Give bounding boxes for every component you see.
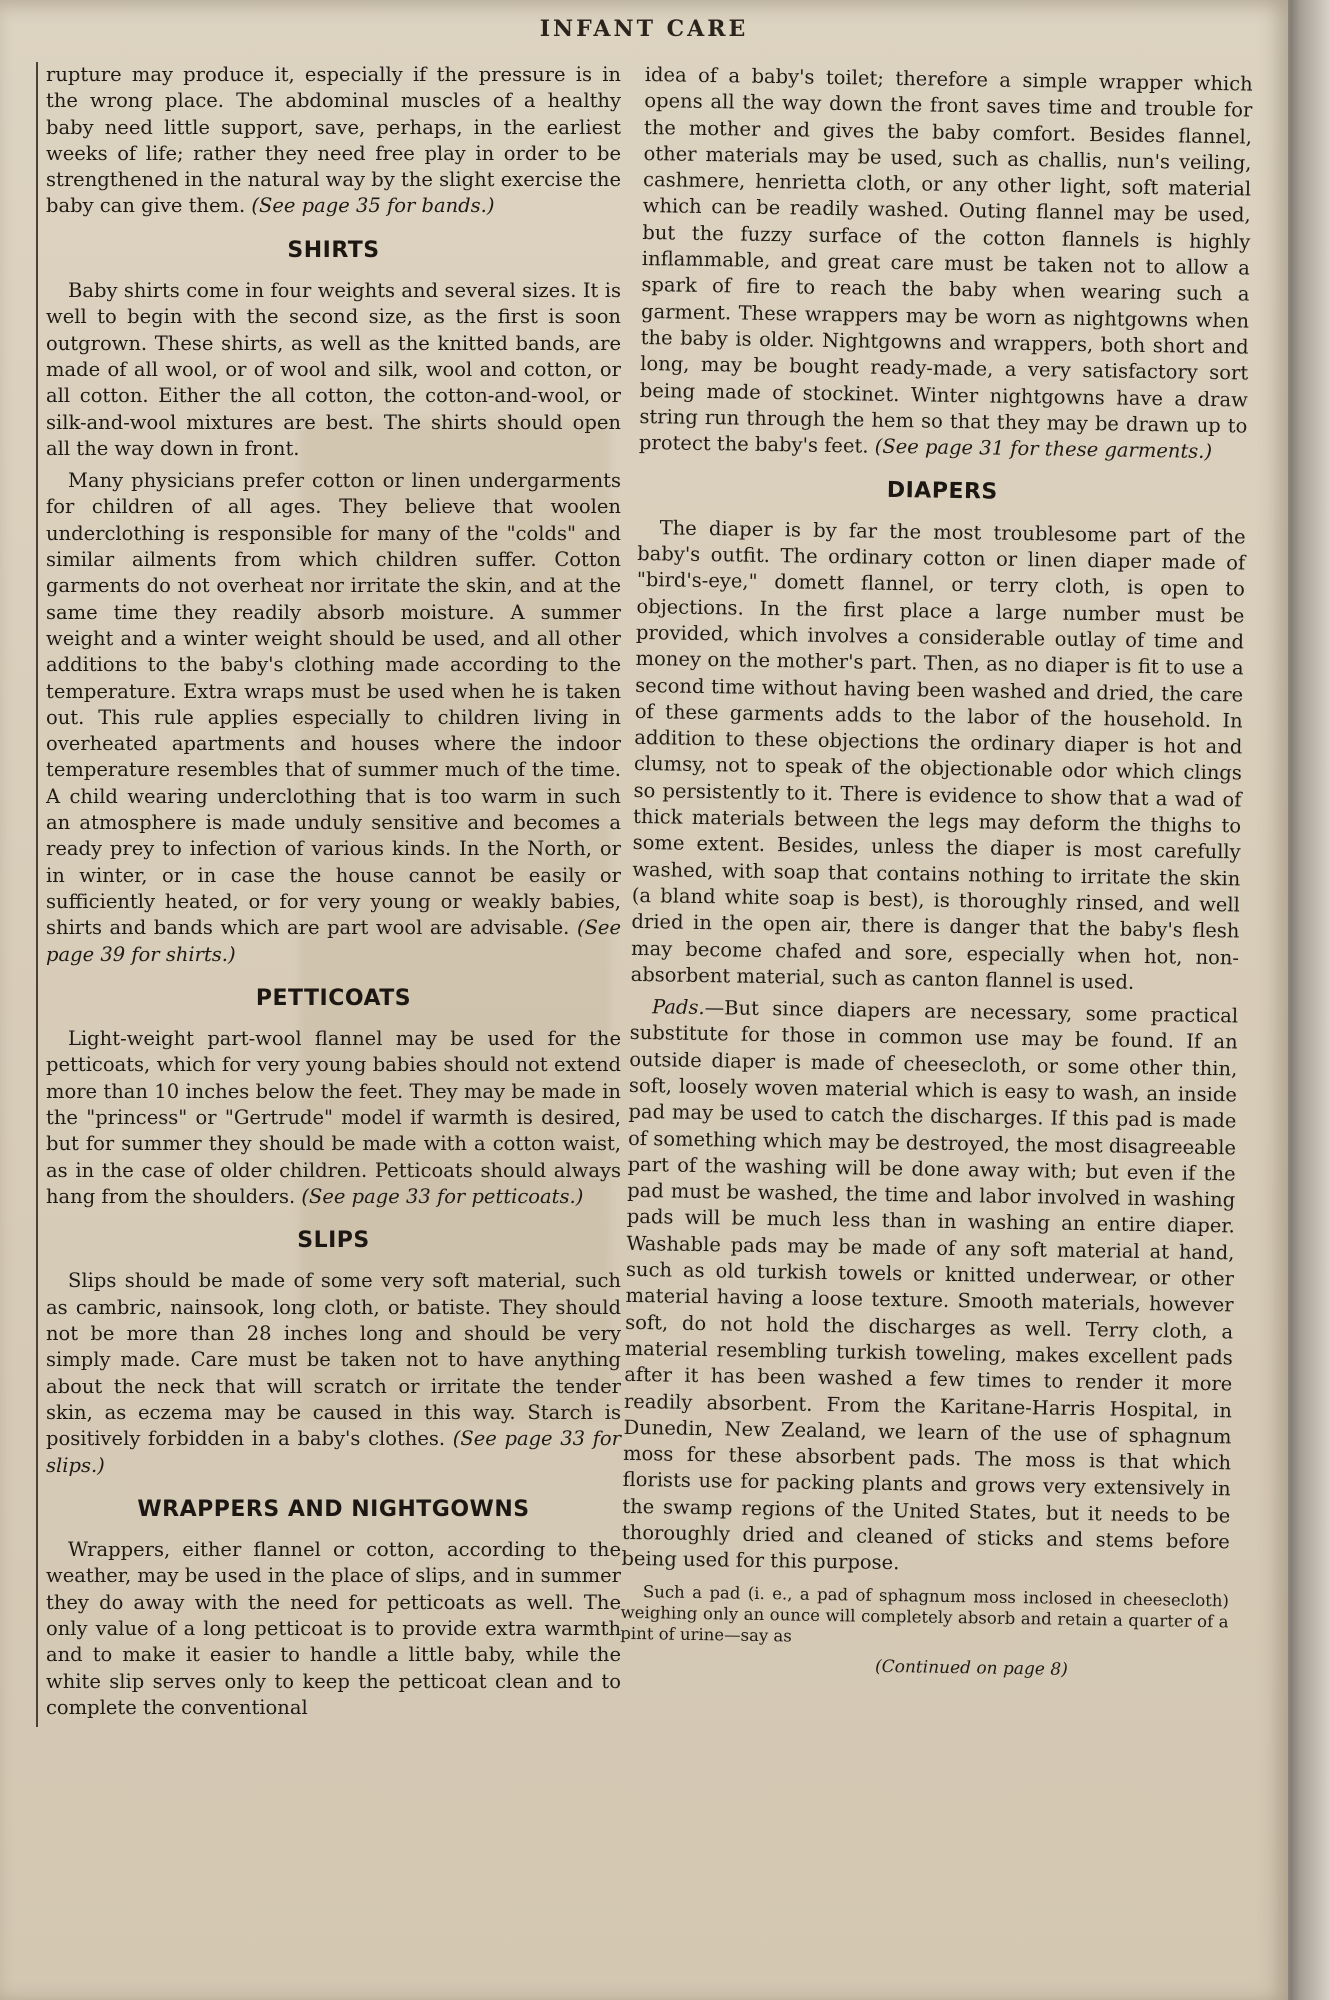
intro-text: rupture may produce it, especially if the pressure is in the wrong place. The abdominal muscles of a healthy baby need little support, save, perhaps, in the earliest weeks of life; rather they need free play in order to be strengthened in the natural way by the slight exercise the baby can give them. [46, 63, 621, 218]
petticoats-text: Light-weight part-wool flannel may be used for the petticoats, which for very young babies should not extend more than 10 inches below the feet. They may be made in the "princess" or "Gertrude" model if warmth is desired, but for summer they should be made with a cotton waist, as in the case of older children. Petticoats should always hang from the shoulders. [46, 1027, 621, 1208]
intro-cross-reference: (See page 35 for bands.) [251, 194, 495, 218]
pads-lead: Pads. [651, 995, 705, 1020]
running-header: INFANT CARE [539, 16, 749, 42]
wrappers-heading: WRAPPERS AND NIGHTGOWNS [137, 1496, 530, 1522]
slips-cross-reference: (See page 33 for slips.) [46, 1427, 621, 1477]
wrappers-paragraph: Wrappers, either flannel or cotton, according to the weather, may be used in the place of slips, and in summer they do away with the need for petticoats as well. The only value of a long petticoat is to provide extra warmth and to make it easier to handle a little baby, while the white slip serves only to keep the petticoat clean and to complete the conventional [46, 1538, 621, 1719]
sphagnum-note: Such a pad (i. e., a pad of sphagnum moss inclosed in cheesecloth) weighing only an ounce will completely absorb and retain a quarter of a pint of urine—say as [620, 1581, 1230, 1646]
diapers-heading: DIAPERS [886, 478, 998, 506]
petticoats-cross-reference: (See page 33 for petticoats.) [301, 1184, 584, 1208]
right-column [620, 62, 1253, 1691]
shirts-paragraph-1: Baby shirts come in four weights and several sizes. It is well to begin with the second size, as the first is soon outgrown. These shirts, as well as the knitted bands, are made of all wool, or of wool and silk, wool and cotton, or all cotton. Either the all cotton, the cotton-and-wool, or silk-and-wool mixtures are best. The shirts should open all the way down in front. [46, 279, 621, 460]
shirts-heading: SHIRTS [287, 237, 380, 263]
pads-text: —But since diapers are necessary, some practical substitute for those in common use may be found. If an outside diaper is made of cheesecloth, or some other thin, soft, loosely woven material which is easy to wash, an inside pad may be used to catch the discharges. If this pad is made of something which may be destroyed, the most disagreeable part of the washing will be done away with; but even if the pad must be washed, the time and labor involved in washing pads will be much less than in washing an entire diaper. Washable pads may be made of any soft material at hand, such as old turkish towels or knitted underwear, or other material having a loose texture. Smooth materials, however soft, do not hold the discharges as well. Terry cloth, a material resembling turkish toweling, makes excellent pads after it has been washed a few times to render it more readily absorbent. From the Karitane-Harris Hospital, in Dunedin, New Zealand, we learn of the use of sphagnum moss for these absorbent pads. The moss is that which florists use for packing plants and grows very extensively in the swamp regions of the United States, but it needs to be thoroughly dried and cleaned of sticks and stems before being used for this purpose. [621, 996, 1239, 1575]
wrappers-continued-text: idea of a baby's toilet; therefore a simple wrapper which opens all the way down the front saves time and trouble for the mother and gives the baby comfort. Besides flannel, other materials may be used, such as challis, nun's veiling, cashmere, henrietta cloth, or any other light, soft material which can be readily washed. Outing flannel may be used, but the fuzzy surface of the cotton flannels is highly inflammable, and great care must be taken not to allow a spark of fire to reach the baby when wearing such a garment. These wrappers may be worn as nightgowns when the baby is older. Nightgowns and wrappers, both short and long, may be bought ready-made, a very satisfactory sort being made of stockinet. Winter nightgowns have a draw string run through the hem so that they may be drawn up to protect the baby's feet. [638, 62, 1253, 458]
slips-text: Slips should be made of some very soft material, such as cambric, nainsook, long cloth, or batiste. They should not be more than 28 inches long and should be very simply made. Care must be taken not to have anything about the neck that will scratch or irritate the tender skin, as eczema may be caused in this way. Starch is positively forbidden in a baby's clothes. [46, 1269, 621, 1451]
diapers-paragraph-1: The diaper is by far the most troublesome part of the baby's outfit. The ordinary cotton or linen diaper made of "bird's-eye," domett flannel, or terry cloth, is open to objections. In the first place a large number must be provided, which involves a considerable outlay of time and money on the mother's part. Then, as no diaper is fit to use a second time without having been washed and dried, the care of these garments adds to the labor of the household. In addition to these objections the ordinary diaper is hot and clumsy, not to speak of the objectionable odor which clings so persistently to it. There is evidence to show that a wad of thick materials between the legs may deform the thighs to some extent. Besides, unless the diaper is most carefully washed, with soap that contains nothing to irritate the skin (a bland white soap is best), is thoroughly rinsed, and well dried in the open air, there is danger that the baby's flesh may become chafed and sore, especially when hot, non-absorbent material, such as canton flannel is used. [630, 516, 1246, 994]
shirts-paragraph-2 [46, 468, 621, 968]
petticoats-paragraph [46, 1026, 621, 1210]
continued-notice: (Continued on page 8) [874, 1656, 1068, 1680]
intro-paragraph [46, 62, 621, 220]
slips-heading: SLIPS [297, 1228, 370, 1254]
wrappers-cross-reference: (See page 31 for these garments.) [874, 434, 1213, 464]
adjacent-page-edge [1285, 0, 1330, 2000]
shirts-paragraph-2-text: Many physicians prefer cotton or linen undergarments for children of all ages. They believe that woolen underclothing is responsible for many of the "colds" and similar ailments from which children suffer. Cotton garments do not overheat nor irritate the skin, and at the same time they readily absorb moisture. A summer weight and a winter weight should be used, and all other additions to the baby's clothing made according to the temperature. Extra wraps must be used when he is taken out. This rule applies especially to children living in overheated apartments and houses where the indoor temperature resembles that of summer much of the time. A child wearing underclothing that is too warm in such an atmosphere is made unduly sensitive and becomes a ready prey to infection of various kinds. In the North, or in winter, or in case the house cannot be easily or sufficiently heated, or for very young or weakly babies, shirts and bands which are part wool are advisable. [46, 469, 621, 940]
shirts-cross-reference: (See page 39 for shirts.) [46, 916, 622, 966]
slips-paragraph [46, 1268, 621, 1478]
wrappers-continued-paragraph [639, 62, 1253, 466]
pads-paragraph [621, 994, 1238, 1582]
left-column [36, 62, 621, 1727]
petticoats-heading: PETTICOATS [255, 985, 412, 1011]
